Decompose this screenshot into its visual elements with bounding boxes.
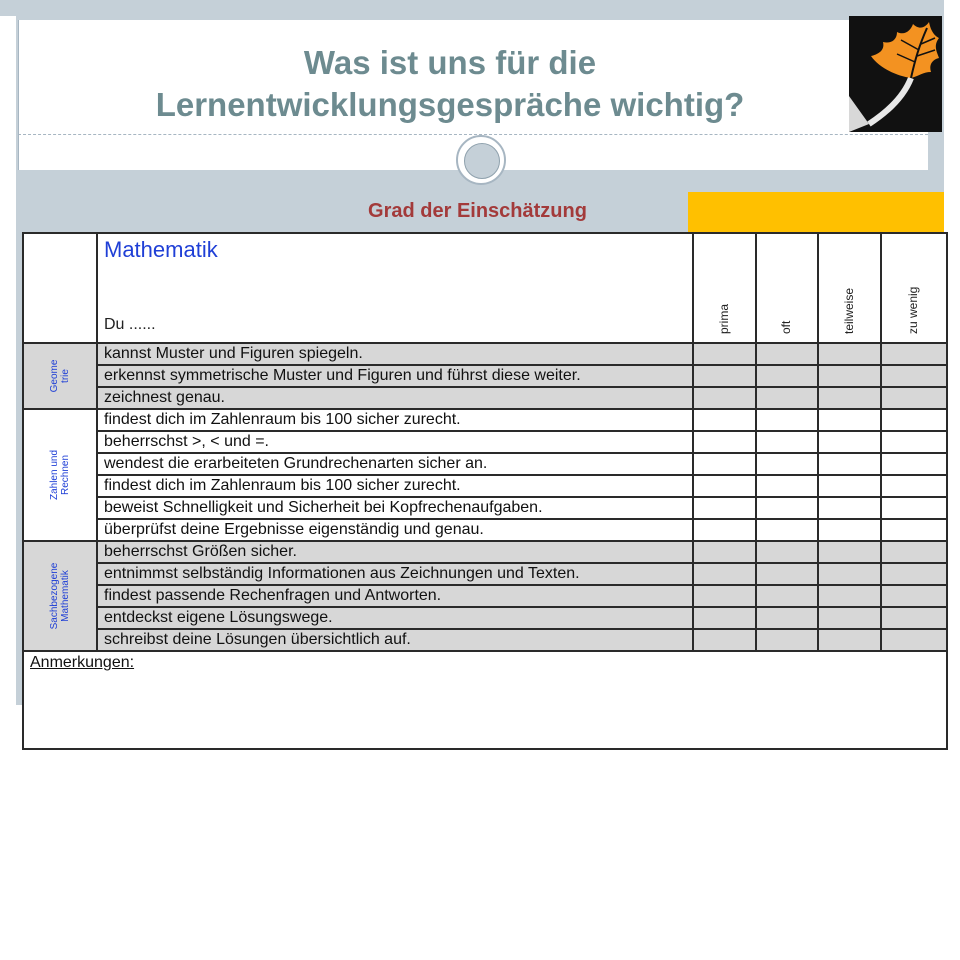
rating-cell[interactable] xyxy=(693,387,756,409)
rating-cell[interactable] xyxy=(693,541,756,563)
prompt-label: Du ...... xyxy=(104,316,156,333)
rating-cell[interactable] xyxy=(881,387,947,409)
table-row xyxy=(23,585,947,607)
rating-cell[interactable] xyxy=(881,585,947,607)
table-row xyxy=(23,409,947,431)
rating-cell[interactable] xyxy=(881,365,947,387)
criterion-text: findest dich im Zahlenraum bis 100 sicher zurecht. xyxy=(97,409,693,431)
rating-cell[interactable] xyxy=(881,431,947,453)
rating-cell[interactable] xyxy=(818,475,881,497)
rating-cell[interactable] xyxy=(818,453,881,475)
notes-cell[interactable] xyxy=(23,651,947,749)
table-row xyxy=(23,629,947,651)
criterion-text: beherrschst >, < und =. xyxy=(97,431,693,453)
table-row xyxy=(23,475,947,497)
table-row xyxy=(23,387,947,409)
category-cell xyxy=(23,409,97,541)
table-row xyxy=(23,497,947,519)
rating-cell[interactable] xyxy=(756,453,818,475)
table-header-row xyxy=(23,233,947,343)
oak-leaf-icon xyxy=(849,16,942,132)
rating-cell[interactable] xyxy=(693,497,756,519)
rating-label: oft xyxy=(779,320,793,334)
criterion-text: überprüfst deine Ergebnisse eigenständig und genau. xyxy=(97,519,693,541)
rating-cell[interactable] xyxy=(756,365,818,387)
rating-cell[interactable] xyxy=(818,563,881,585)
category-label: Sachbezogene Mathematik xyxy=(49,562,71,630)
rating-cell[interactable] xyxy=(881,475,947,497)
rating-cell[interactable] xyxy=(881,629,947,651)
rating-cell[interactable] xyxy=(818,365,881,387)
rating-cell[interactable] xyxy=(818,431,881,453)
category-label: Zahlen und Rechnen xyxy=(49,449,71,501)
rating-cell[interactable] xyxy=(881,409,947,431)
rating-cell[interactable] xyxy=(756,519,818,541)
category-cell xyxy=(23,541,97,651)
table-row xyxy=(23,453,947,475)
rating-cell[interactable] xyxy=(693,431,756,453)
notes-label: Anmerkungen: xyxy=(30,654,135,671)
rating-cell[interactable] xyxy=(756,629,818,651)
criterion-text: erkennst symmetrische Muster und Figuren und führst diese weiter. xyxy=(97,365,693,387)
rating-cell[interactable] xyxy=(693,343,756,365)
slide-title xyxy=(60,42,840,126)
category-label: Geome trie xyxy=(49,359,71,393)
criterion-text: wendest die erarbeiteten Grundrechenarten sicher an. xyxy=(97,453,693,475)
criterion-text: zeichnest genau. xyxy=(97,387,693,409)
rating-cell[interactable] xyxy=(881,497,947,519)
criterion-text: entnimmst selbständig Informationen aus Zeichnungen und Texten. xyxy=(97,563,693,585)
rating-cell[interactable] xyxy=(756,343,818,365)
rating-cell[interactable] xyxy=(693,629,756,651)
rating-cell[interactable] xyxy=(818,629,881,651)
rating-cell[interactable] xyxy=(693,365,756,387)
table-row xyxy=(23,431,947,453)
rating-cell[interactable] xyxy=(881,563,947,585)
rating-cell[interactable] xyxy=(881,343,947,365)
rating-cell[interactable] xyxy=(818,497,881,519)
rating-cell[interactable] xyxy=(756,431,818,453)
subject-title: Mathematik xyxy=(104,237,218,262)
header-empty-cell xyxy=(23,233,97,343)
rating-label: prima xyxy=(716,303,731,334)
rating-cell[interactable] xyxy=(756,497,818,519)
rating-cell[interactable] xyxy=(881,607,947,629)
criterion-text: beherrschst Größen sicher. xyxy=(97,541,693,563)
rating-header-zu-wenig xyxy=(881,233,947,343)
rating-header-prima xyxy=(693,233,756,343)
criterion-text: beweist Schnelligkeit und Sicherheit bei Kopfrechenaufgaben. xyxy=(97,497,693,519)
criterion-text: findest dich im Zahlenraum bis 100 sicher zurecht. xyxy=(97,475,693,497)
table-row xyxy=(23,563,947,585)
rating-cell[interactable] xyxy=(756,475,818,497)
assessment-table xyxy=(22,232,948,750)
rating-cell[interactable] xyxy=(818,343,881,365)
title-panel-border xyxy=(18,20,19,170)
table-row xyxy=(23,365,947,387)
rating-cell[interactable] xyxy=(693,475,756,497)
criterion-text: entdeckst eigene Lösungswege. xyxy=(97,607,693,629)
criterion-text: schreibst deine Lösungen übersichtlich auf. xyxy=(97,629,693,651)
category-cell xyxy=(23,343,97,409)
rating-cell[interactable] xyxy=(693,607,756,629)
rating-cell[interactable] xyxy=(818,387,881,409)
table-row xyxy=(23,541,947,563)
rating-cell[interactable] xyxy=(756,607,818,629)
rating-cell[interactable] xyxy=(818,409,881,431)
rating-cell[interactable] xyxy=(693,519,756,541)
circle-ornament-icon xyxy=(456,135,506,185)
rating-cell[interactable] xyxy=(818,541,881,563)
criterion-text: findest passende Rechenfragen und Antworten. xyxy=(97,585,693,607)
rating-cell[interactable] xyxy=(756,409,818,431)
grade-bar xyxy=(688,192,944,232)
rating-cell[interactable] xyxy=(756,585,818,607)
rating-cell[interactable] xyxy=(818,519,881,541)
rating-cell[interactable] xyxy=(818,585,881,607)
notes-row xyxy=(23,651,947,749)
rating-cell[interactable] xyxy=(693,453,756,475)
slide-title-line-1: Was ist uns für die xyxy=(303,44,597,81)
rating-cell[interactable] xyxy=(881,453,947,475)
rating-cell[interactable] xyxy=(756,541,818,563)
rating-cell[interactable] xyxy=(693,585,756,607)
rating-cell[interactable] xyxy=(693,409,756,431)
subject-cell xyxy=(97,233,693,343)
rating-header-oft xyxy=(756,233,818,343)
grade-label: Grad der Einschätzung xyxy=(368,200,587,222)
criterion-text: kannst Muster und Figuren spiegeln. xyxy=(97,343,693,365)
rating-cell[interactable] xyxy=(756,387,818,409)
rating-cell[interactable] xyxy=(818,607,881,629)
rating-cell[interactable] xyxy=(756,563,818,585)
title-divider xyxy=(18,134,928,135)
table-row xyxy=(23,607,947,629)
rating-cell[interactable] xyxy=(881,519,947,541)
rating-cell[interactable] xyxy=(693,563,756,585)
table-row xyxy=(23,519,947,541)
rating-header-teilweise xyxy=(818,233,881,343)
table-row xyxy=(23,343,947,365)
slide-title-line-2: Lernentwicklungsgespräche wichtig? xyxy=(155,86,745,123)
rating-cell[interactable] xyxy=(881,541,947,563)
rating-label: teilweise xyxy=(841,287,856,334)
rating-label: zu wenig xyxy=(906,286,920,334)
